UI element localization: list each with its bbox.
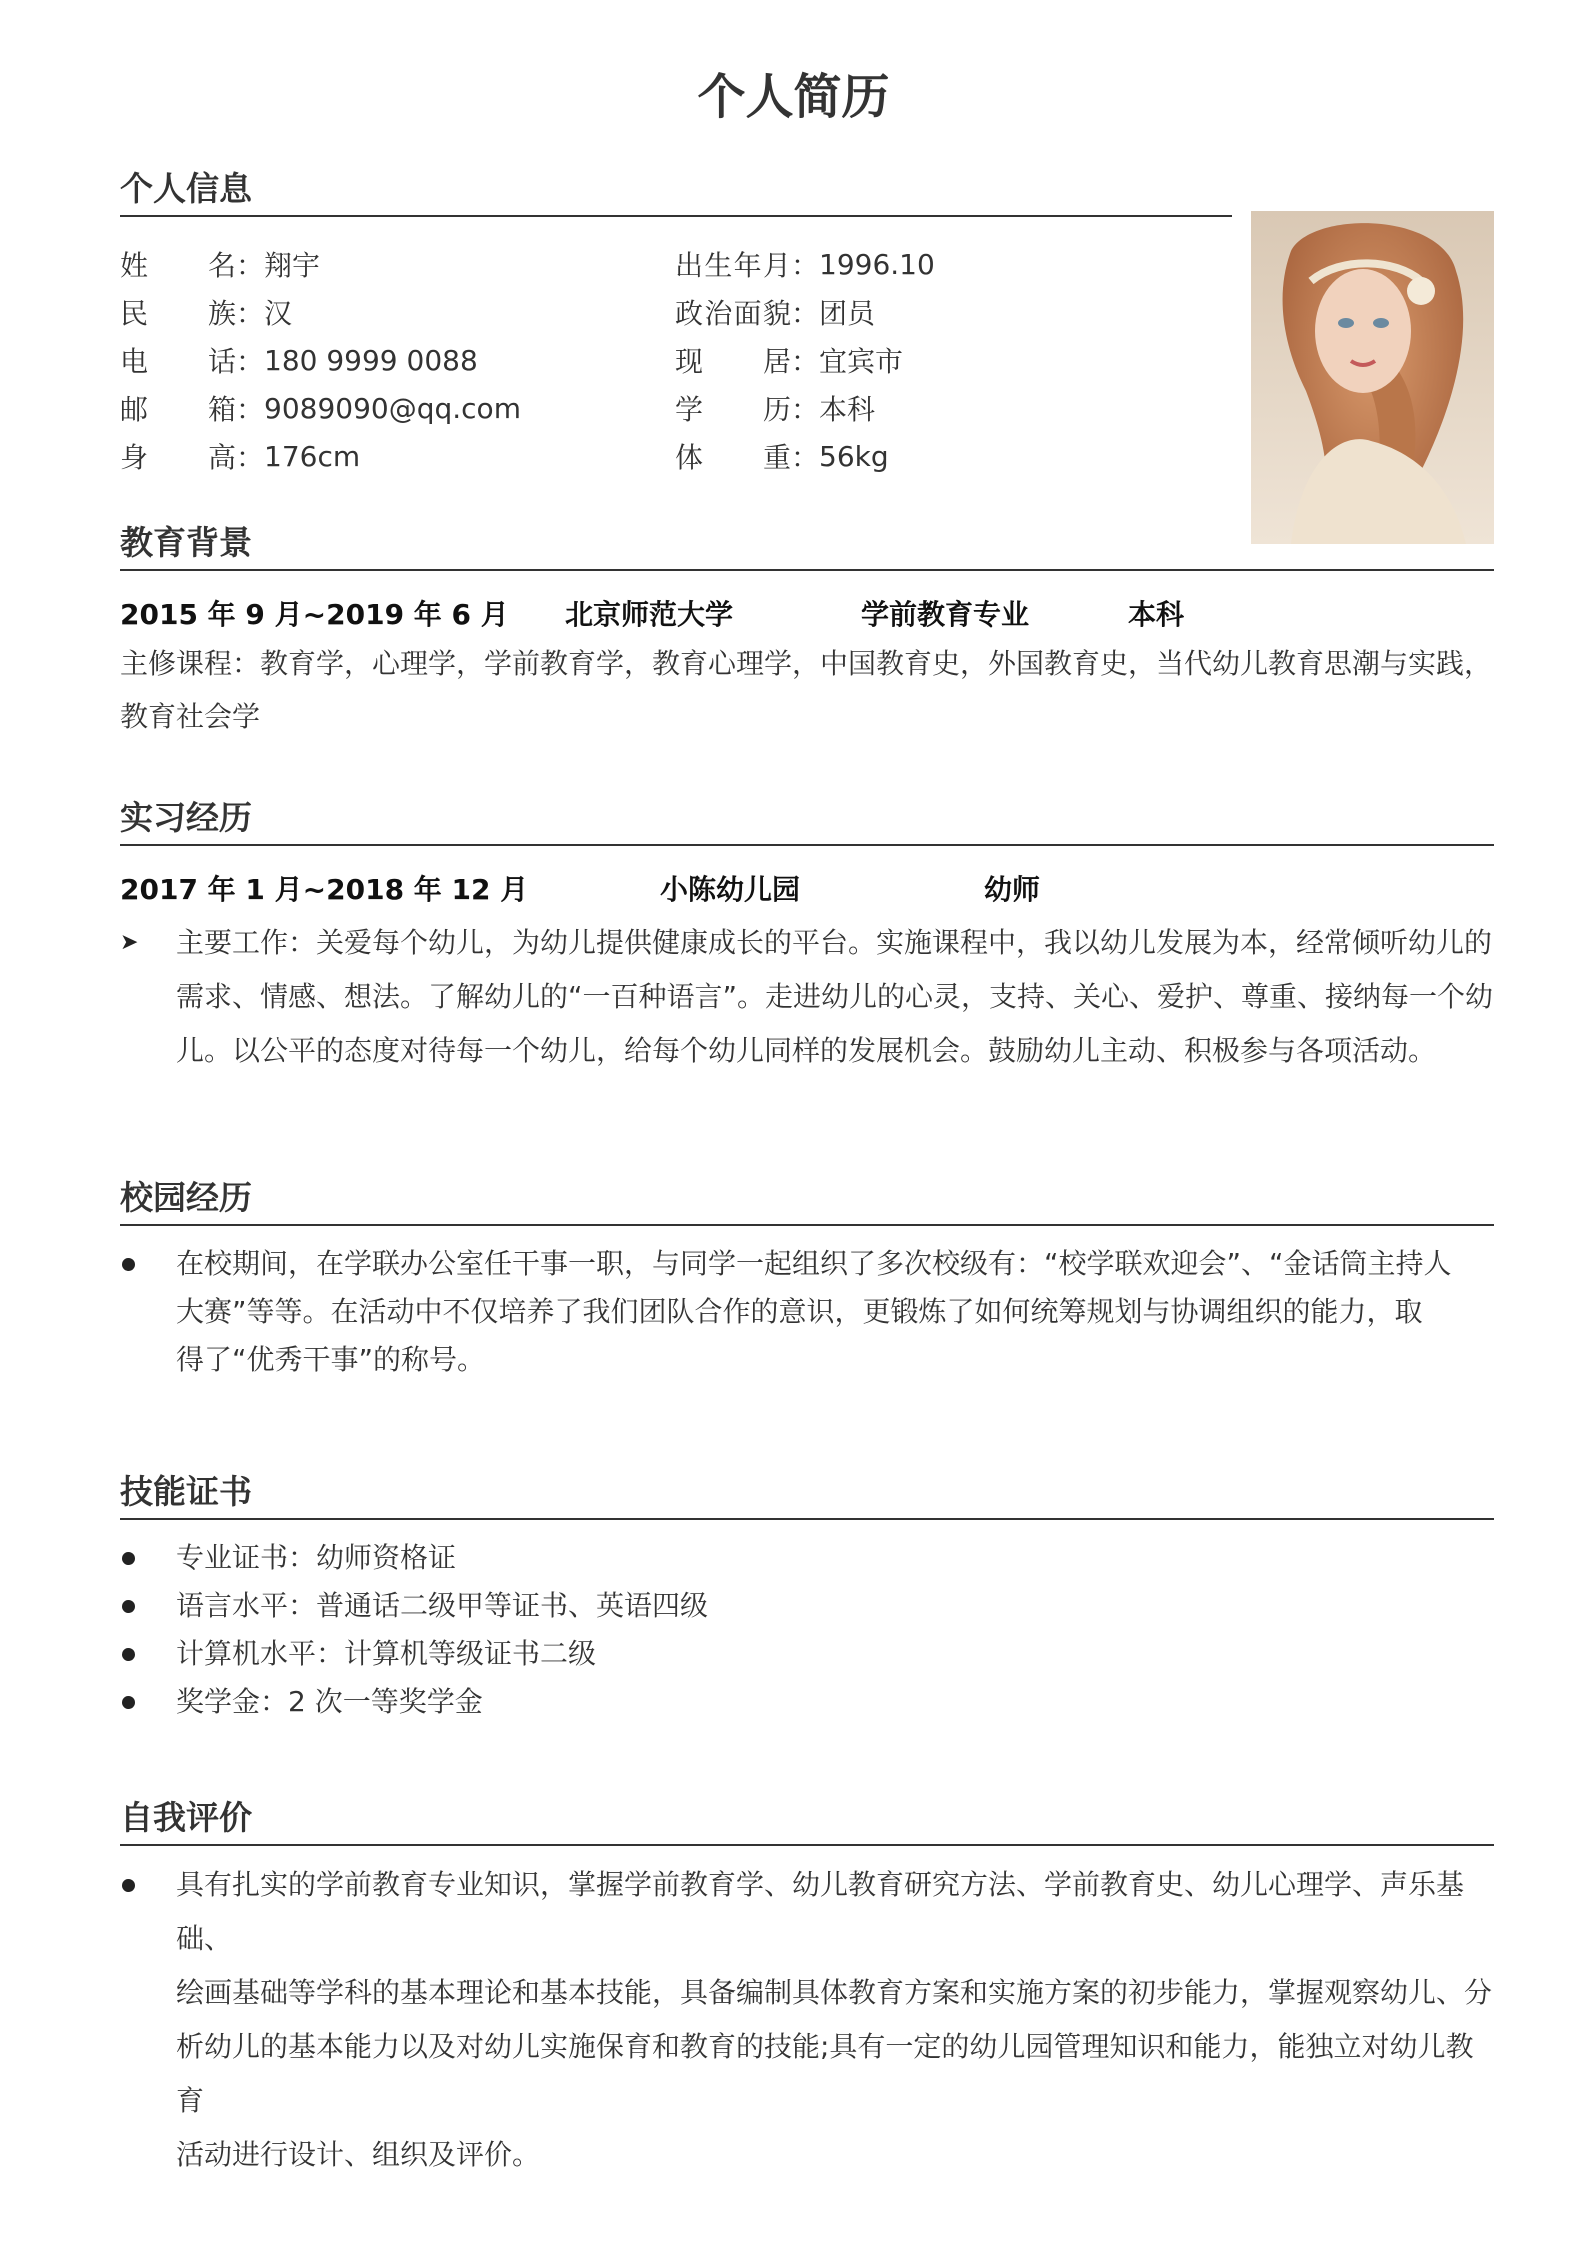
info-row	[120, 384, 1230, 432]
info-value: 汉	[264, 297, 293, 330]
internship-org: 小陈幼儿园	[660, 873, 801, 906]
info-colon: ：	[791, 249, 820, 282]
skills-list	[120, 1534, 1494, 1726]
campus-line: 得了“优秀干事”的称号。	[176, 1343, 486, 1376]
info-cell-ethnicity	[120, 288, 675, 336]
info-value: 本科	[819, 393, 876, 426]
skill-item	[120, 1630, 1494, 1678]
info-row	[120, 432, 1230, 480]
self-eval-line: 绘画基础等学科的基本理论和基本技能，具备编制具体教育方案和实施方案的初步能力，掌握观察幼儿、分	[176, 1976, 1493, 2009]
info-value: 176cm	[264, 439, 361, 473]
page-title: 个人简历	[697, 69, 890, 125]
info-cell-phone	[120, 336, 675, 384]
info-colon: ：	[236, 345, 265, 378]
info-label: 体重	[675, 441, 791, 474]
education-school: 北京师范大学	[565, 598, 734, 631]
campus-item	[120, 1240, 1494, 1384]
internship-duty	[120, 916, 1494, 1078]
internship-section	[120, 792, 1494, 1078]
info-value: 宜宾市	[819, 345, 904, 378]
info-colon: ：	[791, 297, 820, 330]
education-courses	[120, 637, 1494, 743]
education-section	[120, 517, 1494, 743]
info-label: 现居	[675, 345, 791, 378]
info-label: 出生年月	[675, 249, 791, 282]
personal-info-heading: 个人信息	[120, 163, 1232, 217]
info-row	[120, 240, 1230, 288]
bullet-dot-icon	[122, 1648, 135, 1661]
bullet-dot-icon	[122, 1696, 135, 1709]
skill-text: 语言水平：普通话二级甲等证书、英语四级	[176, 1589, 709, 1622]
info-value: 1996.10	[819, 247, 935, 281]
info-label: 民族	[120, 297, 236, 330]
duty-line: 儿。以公平的态度对待每一个幼儿，给每个幼儿同样的发展机会。鼓励幼儿主动、积极参与各项活动。	[176, 1034, 1437, 1067]
courses-line: 主修课程：教育学，心理学，学前教育学，教育心理学，中国教育史，外国教育史，当代幼儿教育思潮与实践，	[120, 647, 1493, 680]
arrow-bullet-icon: ➤	[120, 930, 139, 955]
bullet-dot-icon	[122, 1879, 135, 1892]
info-row	[120, 288, 1230, 336]
skill-text: 奖学金：2 次一等奖学金	[176, 1685, 483, 1718]
self-eval-item	[120, 1858, 1494, 2182]
info-cell-weight	[675, 432, 1230, 480]
info-row	[120, 336, 1230, 384]
info-cell-height	[120, 432, 675, 480]
duty-line: 主要工作：关爱每个幼儿，为幼儿提供健康成长的平台。实施课程中，我以幼儿发展为本，经常倾听幼儿的	[176, 926, 1493, 959]
info-colon: ：	[791, 393, 820, 426]
bullet-dot-icon	[122, 1552, 135, 1565]
internship-summary	[120, 868, 1494, 908]
personal-info-section	[120, 163, 1232, 217]
internship-role: 幼师	[984, 873, 1041, 906]
info-value: 56kg	[819, 439, 889, 473]
info-label: 邮箱	[120, 393, 236, 426]
skills-section	[120, 1466, 1494, 1726]
info-colon: ：	[236, 393, 265, 426]
duty-line: 需求、情感、想法。了解幼儿的“一百种语言”。走进幼儿的心灵，支持、关心、爱护、尊重、接纳每一个幼	[176, 980, 1494, 1013]
skill-text: 专业证书：幼师资格证	[176, 1541, 457, 1574]
info-colon: ：	[236, 441, 265, 474]
bullet-dot-icon	[122, 1258, 135, 1271]
personal-info-grid	[120, 240, 1230, 480]
info-value: 9089090@qq.com	[264, 391, 521, 425]
internship-period: 2017 年 1 月~2018 年 12 月	[120, 873, 529, 906]
skill-item	[120, 1678, 1494, 1726]
skills-heading: 技能证书	[120, 1466, 1494, 1520]
campus-section	[120, 1172, 1494, 1384]
info-label: 学历	[675, 393, 791, 426]
info-label: 政治面貌	[675, 297, 791, 330]
education-degree: 本科	[1128, 598, 1185, 631]
campus-line: 大赛”等等。在活动中不仅培养了我们团队合作的意识，更锻炼了如何统筹规划与协调组织的能力，取	[176, 1295, 1423, 1328]
info-label: 电话	[120, 345, 236, 378]
info-value: 团员	[819, 297, 876, 330]
skill-text: 计算机水平：计算机等级证书二级	[176, 1637, 597, 1670]
skill-item	[120, 1582, 1494, 1630]
self-eval-line: 活动进行设计、组织及评价。	[176, 2138, 541, 2171]
info-cell-degree	[675, 384, 1230, 432]
info-cell-email	[120, 384, 675, 432]
info-label: 身高	[120, 441, 236, 474]
campus-heading: 校园经历	[120, 1172, 1494, 1226]
info-cell-name	[120, 240, 675, 288]
info-colon: ：	[791, 345, 820, 378]
education-period: 2015 年 9 月~2019 年 6 月	[120, 598, 509, 631]
info-cell-politics	[675, 288, 1230, 336]
info-label: 姓名	[120, 249, 236, 282]
info-colon: ：	[791, 441, 820, 474]
self-eval-line: 具有扎实的学前教育专业知识，掌握学前教育学、幼儿教育研究方法、学前教育史、幼儿心理学、声乐基础、	[176, 1868, 1465, 1955]
bullet-dot-icon	[122, 1600, 135, 1613]
profile-photo	[1251, 211, 1494, 544]
courses-line: 教育社会学	[120, 700, 261, 733]
self-eval-heading: 自我评价	[120, 1792, 1494, 1846]
education-summary	[120, 593, 1494, 633]
self-eval-line: 析幼儿的基本能力以及对幼儿实施保育和教育的技能;具有一定的幼儿园管理知识和能力，能独立对幼儿教育	[176, 2030, 1474, 2117]
internship-heading: 实习经历	[120, 792, 1494, 846]
skill-item	[120, 1534, 1494, 1582]
info-colon: ：	[236, 249, 265, 282]
info-cell-residence	[675, 336, 1230, 384]
profile-photo-illustration	[1251, 211, 1494, 544]
info-value: 翔宇	[264, 249, 321, 282]
campus-line: 在校期间，在学联办公室任干事一职，与同学一起组织了多次校级有：“校学联欢迎会”、“金话筒主持人	[176, 1247, 1452, 1280]
info-colon: ：	[236, 297, 265, 330]
info-value: 180 9999 0088	[264, 343, 478, 377]
education-heading: 教育背景	[120, 517, 1494, 571]
education-major: 学前教育专业	[861, 598, 1030, 631]
self-eval-section	[120, 1792, 1494, 2182]
info-cell-birth	[675, 240, 1230, 288]
